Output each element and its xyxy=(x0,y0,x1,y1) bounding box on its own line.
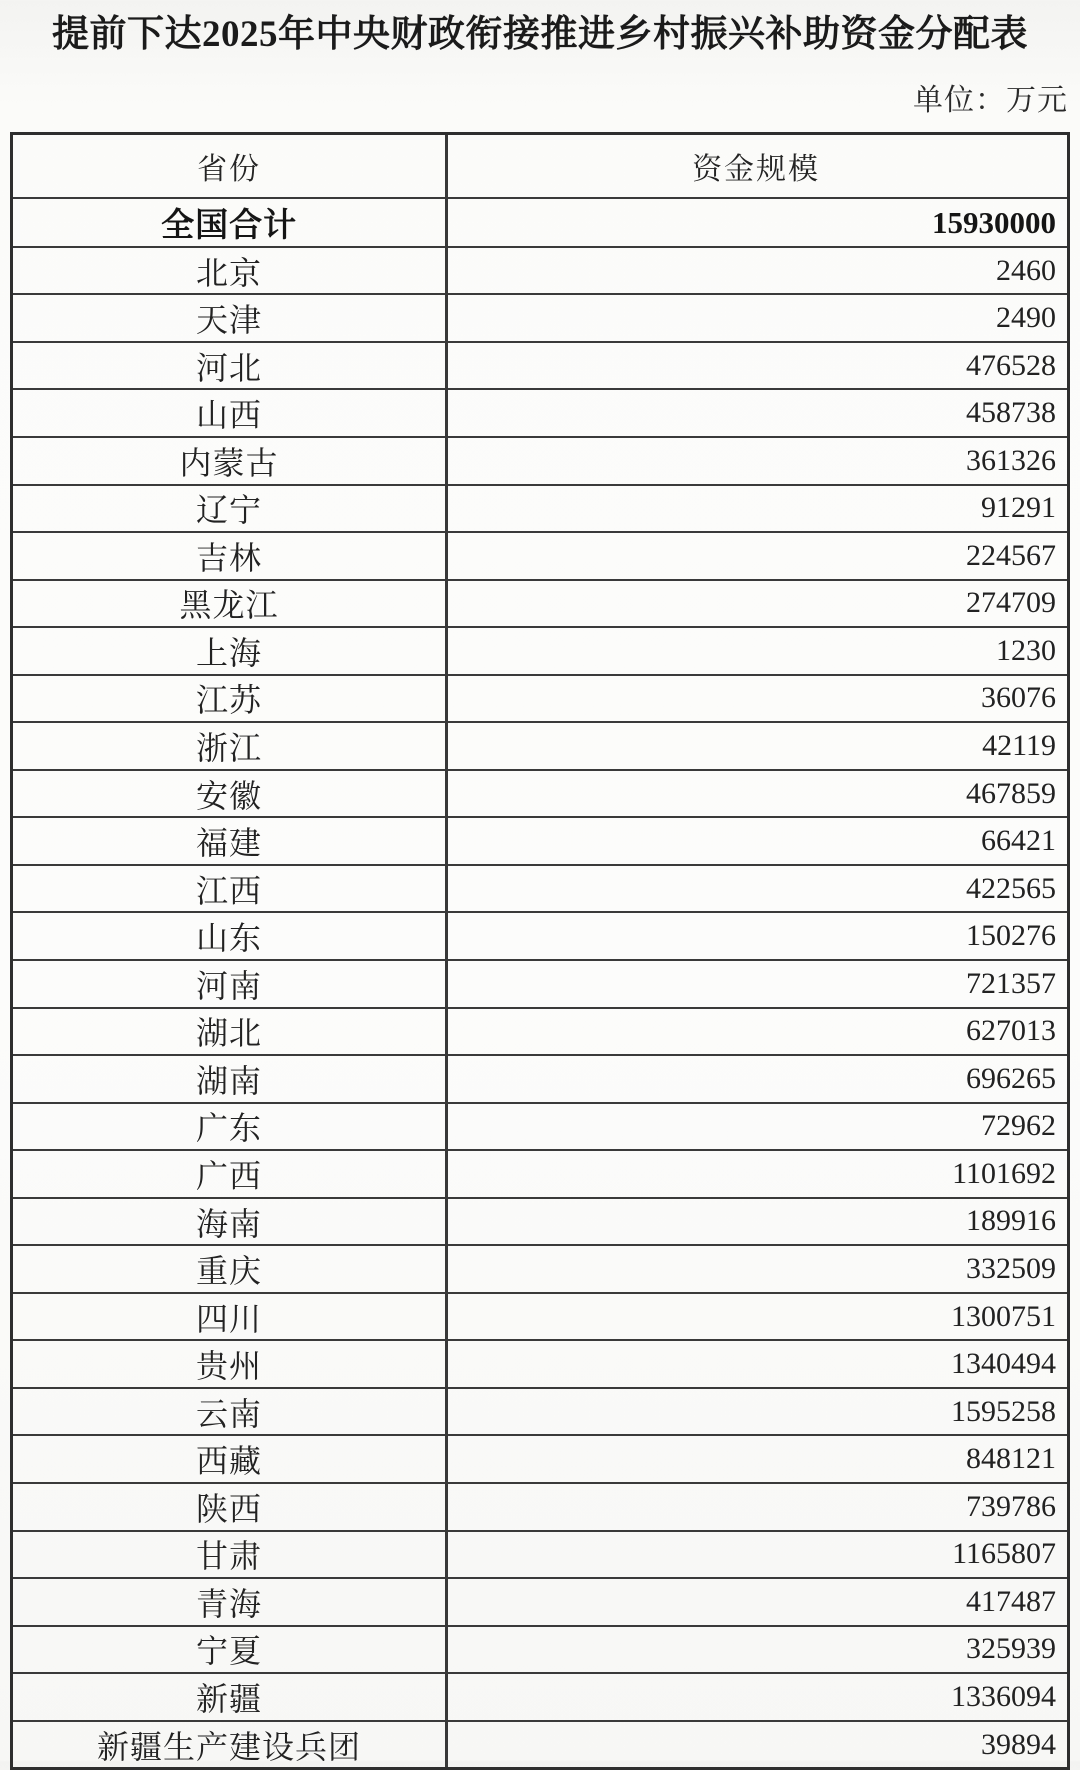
unit-label: 单位：万元 xyxy=(913,84,1068,118)
table-row xyxy=(13,1246,1067,1294)
page-title: 提前下达2025年中央财政衔接推进乡村振兴补助资金分配表 xyxy=(52,14,1028,55)
region-cell: 山西 xyxy=(196,397,263,434)
table-row xyxy=(13,295,1067,343)
amount-cell: 696265 xyxy=(966,1061,1056,1095)
amount-cell: 739786 xyxy=(966,1489,1056,1523)
table-row xyxy=(13,676,1067,724)
region-cell: 河北 xyxy=(196,349,263,386)
amount-cell: 36076 xyxy=(981,681,1056,715)
table-row xyxy=(13,1294,1067,1342)
table-row xyxy=(13,628,1067,676)
table-row xyxy=(13,1532,1067,1580)
table-total-row xyxy=(13,199,1067,248)
total-amount-cell: 15930000 xyxy=(932,204,1056,240)
region-cell: 云南 xyxy=(196,1395,263,1432)
amount-cell: 417487 xyxy=(966,1584,1056,1618)
table-row xyxy=(13,1627,1067,1675)
table-row xyxy=(13,1436,1067,1484)
table-row xyxy=(13,581,1067,629)
total-region-cell: 全国合计 xyxy=(161,208,298,245)
region-cell: 宁夏 xyxy=(196,1633,263,1670)
table-row xyxy=(13,1674,1067,1722)
amount-cell: 848121 xyxy=(966,1442,1056,1476)
table-row xyxy=(13,1579,1067,1627)
amount-cell: 361326 xyxy=(966,443,1056,477)
region-cell: 江西 xyxy=(196,872,263,909)
region-cell: 福建 xyxy=(196,825,263,862)
amount-cell: 1340494 xyxy=(951,1347,1056,1381)
amount-cell: 224567 xyxy=(966,538,1056,572)
amount-cell: 467859 xyxy=(966,776,1056,810)
region-cell: 北京 xyxy=(196,254,263,291)
table-row xyxy=(13,248,1067,296)
table-row xyxy=(13,1104,1067,1152)
region-cell: 河南 xyxy=(196,967,263,1004)
amount-cell: 1336094 xyxy=(951,1679,1056,1713)
region-cell: 天津 xyxy=(196,302,263,339)
region-cell: 黑龙江 xyxy=(179,587,279,624)
amount-cell: 476528 xyxy=(966,348,1056,382)
amount-cell: 325939 xyxy=(966,1632,1056,1666)
column-header-amount: 资金规模 xyxy=(692,153,821,187)
region-cell: 山东 xyxy=(196,920,263,957)
table-row xyxy=(13,1056,1067,1104)
table-row xyxy=(13,438,1067,486)
column-divider xyxy=(445,135,448,1767)
table-row xyxy=(13,390,1067,438)
region-cell: 四川 xyxy=(196,1300,263,1337)
region-cell: 重庆 xyxy=(196,1253,263,1290)
table-row xyxy=(13,866,1067,914)
amount-cell: 42119 xyxy=(982,729,1056,763)
amount-cell: 721357 xyxy=(966,966,1056,1000)
table-row xyxy=(13,343,1067,391)
region-cell: 湖南 xyxy=(196,1062,263,1099)
amount-cell: 1230 xyxy=(996,633,1056,667)
amount-cell: 66421 xyxy=(981,824,1056,858)
region-cell: 江苏 xyxy=(196,682,263,719)
region-cell: 安徽 xyxy=(196,777,263,814)
table-row xyxy=(13,723,1067,771)
table-row xyxy=(13,1484,1067,1532)
column-header-province: 省份 xyxy=(197,153,262,187)
region-cell: 甘肃 xyxy=(196,1538,263,1575)
amount-cell: 422565 xyxy=(966,871,1056,905)
table-row xyxy=(13,1389,1067,1437)
allocation-table xyxy=(10,132,1070,1770)
region-cell: 辽宁 xyxy=(196,492,263,529)
table-row xyxy=(13,1009,1067,1057)
table-row xyxy=(13,486,1067,534)
region-cell: 湖北 xyxy=(196,1015,263,1052)
amount-cell: 332509 xyxy=(966,1252,1056,1286)
table-row xyxy=(13,913,1067,961)
region-cell: 内蒙古 xyxy=(179,444,279,481)
amount-cell: 91291 xyxy=(981,491,1056,525)
amount-cell: 458738 xyxy=(966,396,1056,430)
amount-cell: 150276 xyxy=(966,919,1056,953)
region-cell: 西藏 xyxy=(196,1443,263,1480)
amount-cell: 39894 xyxy=(981,1727,1056,1761)
region-cell: 陕西 xyxy=(196,1490,263,1527)
table-row xyxy=(13,1151,1067,1199)
amount-cell: 189916 xyxy=(966,1204,1056,1238)
region-cell: 青海 xyxy=(196,1585,263,1622)
amount-cell: 627013 xyxy=(966,1014,1056,1048)
region-cell: 海南 xyxy=(196,1205,263,1242)
region-cell: 浙江 xyxy=(196,730,263,767)
table-row xyxy=(13,533,1067,581)
region-cell: 贵州 xyxy=(196,1348,263,1385)
table-row xyxy=(13,1722,1067,1768)
region-cell: 广西 xyxy=(196,1157,263,1194)
amount-cell: 2490 xyxy=(996,301,1056,335)
table-row xyxy=(13,818,1067,866)
table-header-row xyxy=(13,135,1067,199)
region-cell: 新疆 xyxy=(196,1680,263,1717)
table-row xyxy=(13,771,1067,819)
region-cell: 新疆生产建设兵团 xyxy=(97,1728,362,1765)
region-cell: 吉林 xyxy=(196,539,263,576)
amount-cell: 2460 xyxy=(996,253,1056,287)
region-cell: 广东 xyxy=(196,1110,263,1147)
amount-cell: 1101692 xyxy=(952,1156,1056,1190)
amount-cell: 274709 xyxy=(966,586,1056,620)
table-row xyxy=(13,1199,1067,1247)
table-row xyxy=(13,1341,1067,1389)
amount-cell: 1165807 xyxy=(952,1537,1056,1571)
amount-cell: 1595258 xyxy=(951,1394,1056,1428)
region-cell: 上海 xyxy=(196,634,263,671)
amount-cell: 72962 xyxy=(981,1109,1056,1143)
amount-cell: 1300751 xyxy=(951,1299,1056,1333)
table-row xyxy=(13,961,1067,1009)
